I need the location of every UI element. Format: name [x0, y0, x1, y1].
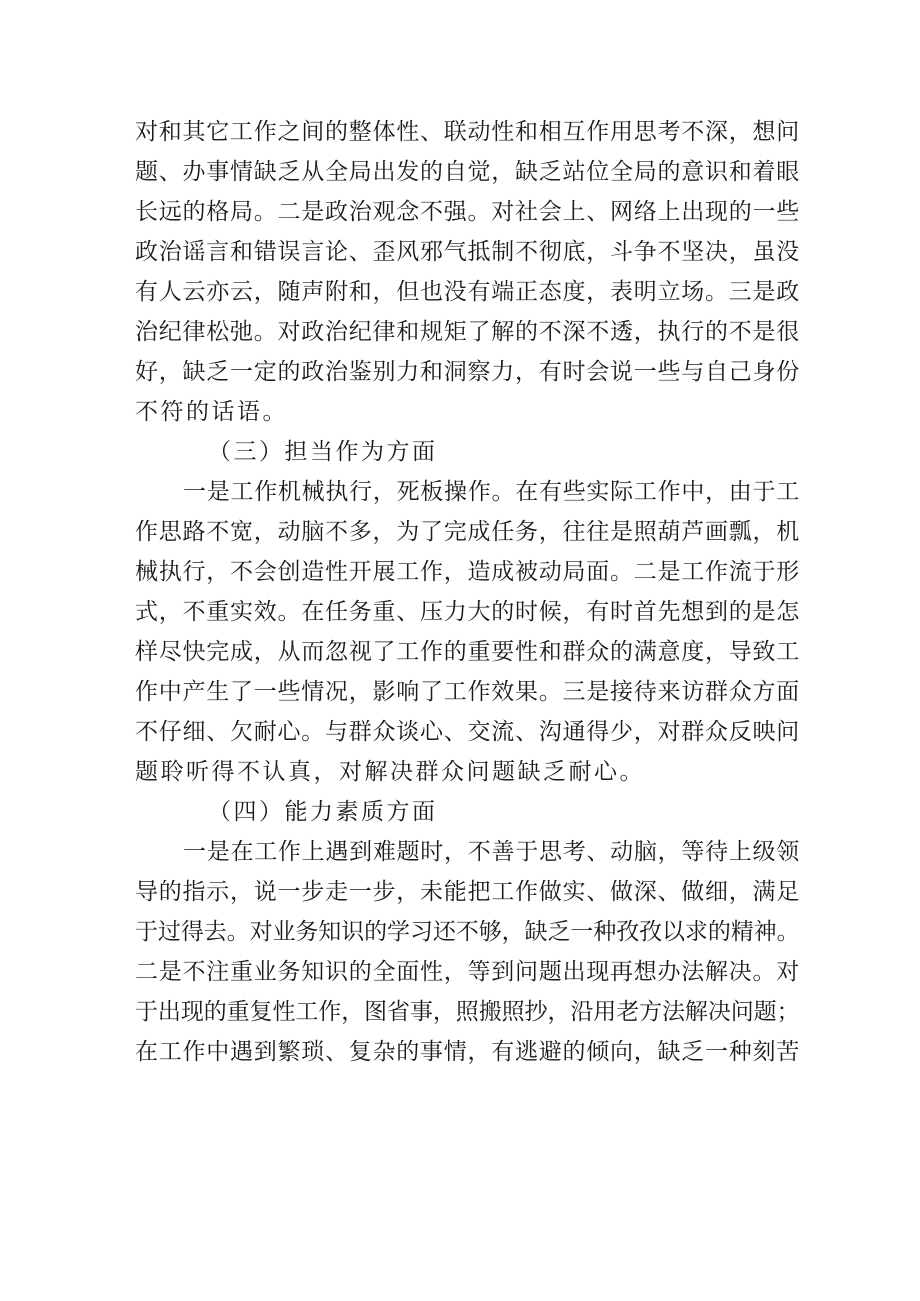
- text-line: 有人云亦云，随声附和，但也没有端正态度，表明立场。三是政: [135, 279, 800, 305]
- text-line: 政治谣言和错误言论、歪风邪气抵制不彻底，斗争不坚决，虽没: [135, 239, 800, 265]
- text-line: 好，缺乏一定的政治鉴别力和洞察力，有时会说一些与自己身份: [135, 359, 800, 385]
- section-heading: （三）担当作为方面: [208, 439, 438, 465]
- text-line: 于过得去。对业务知识的学习还不够，缺乏一种孜孜以求的精神。: [135, 919, 800, 945]
- text-line: 对和其它工作之间的整体性、联动性和相互作用思考不深，想问: [135, 119, 800, 145]
- text-line: 作中产生了一些情况，影响了工作效果。三是接待来访群众方面: [135, 679, 800, 705]
- text-line: 械执行，不会创造性开展工作，造成被动局面。二是工作流于形: [135, 559, 800, 585]
- text-line: 不符的话语。: [135, 399, 288, 425]
- text-line: 样尽快完成，从而忽视了工作的重要性和群众的满意度，导致工: [135, 639, 800, 665]
- text-line: 二是不注重业务知识的全面性，等到问题出现再想办法解决。对: [135, 959, 800, 985]
- text-line: 题聆听得不认真，对解决群众问题缺乏耐心。: [135, 759, 645, 785]
- text-line: 题、办事情缺乏从全局出发的自觉，缺乏站位全局的意识和着眼: [135, 159, 800, 185]
- text-line: 长远的格局。二是政治观念不强。对社会上、网络上出现的一些: [135, 199, 800, 225]
- text-line: 作思路不宽，动脑不多，为了完成任务，往往是照葫芦画瓢，机: [135, 519, 800, 545]
- text-line: 式，不重实效。在任务重、压力大的时候，有时首先想到的是怎: [135, 599, 800, 625]
- text-line: 一是在工作上遇到难题时，不善于思考、动脑，等待上级领: [183, 839, 800, 865]
- section-heading: （四）能力素质方面: [208, 799, 438, 825]
- text-line: 不仔细、欠耐心。与群众谈心、交流、沟通得少，对群众反映问: [135, 719, 800, 745]
- text-line: 在工作中遇到繁琐、复杂的事情，有逃避的倾向，缺乏一种刻苦: [135, 1039, 800, 1065]
- text-line: 导的指示，说一步走一步，未能把工作做实、做深、做细，满足: [135, 879, 800, 905]
- text-line: 于出现的重复性工作，图省事，照搬照抄，沿用老方法解决问题；: [135, 999, 800, 1025]
- text-line: 治纪律松弛。对政治纪律和规矩了解的不深不透，执行的不是很: [135, 319, 800, 345]
- text-line: 一是工作机械执行，死板操作。在有些实际工作中，由于工: [183, 479, 800, 505]
